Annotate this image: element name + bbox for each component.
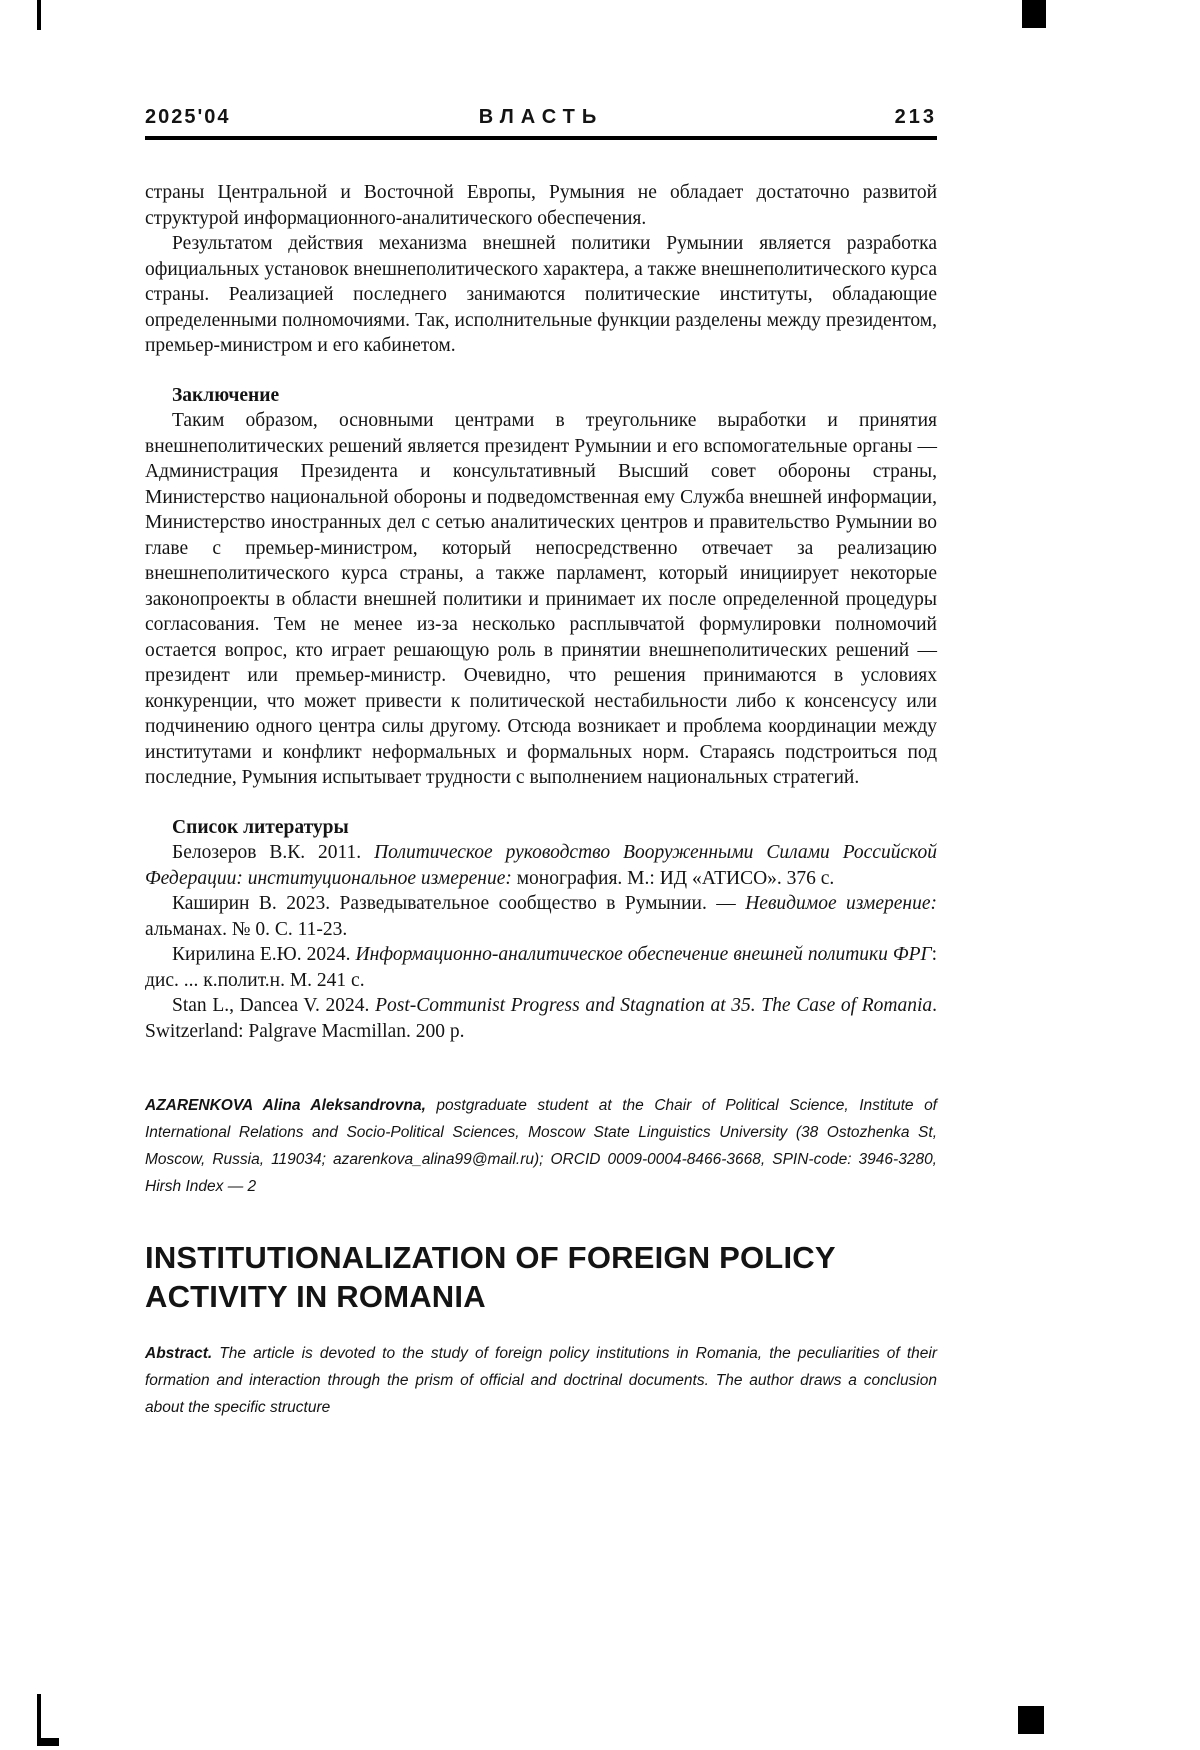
abstract-label: Abstract. xyxy=(145,1345,213,1362)
body-paragraph-continued: страны Центральной и Восточной Европы, Румыния не обладает достаточно развитой структурой информационного-аналитического обеспечения. xyxy=(145,182,937,229)
reference-authors-year: Кирилина Е.Ю. 2024. xyxy=(172,944,356,965)
reference-item xyxy=(145,840,937,891)
page-content xyxy=(145,106,937,1421)
author-details: postgraduate student at the Chair of Political Science, Institute of International Relations and Socio-Political Sciences, Moscow State Linguistics University (38 Ostozhenka St, Moscow, Russia, 119034; azarenkova_alina99@mail.ru); ORCID 0009-0004-8466-3668, SPIN-code: 3946-3280, Hirsh Index — 2 xyxy=(145,1097,937,1195)
reference-title: Невидимое измерение: xyxy=(745,893,937,914)
running-head xyxy=(145,106,937,129)
reference-item xyxy=(145,942,937,993)
reference-title: Информационно-аналитическое обеспечение внешней политики ФРГ xyxy=(355,944,932,965)
conclusion-paragraph: Таким образом, основными центрами в треугольнике выработки и принятия внешнеполитических решений является президент Румынии и его вспомогательные органы — Администрация Президента и консультативный Высший совет обороны страны, Министерство национальной обороны и подведомственная ему Служба внешней информации, Министерство иностранных дел с сетью аналитических центров и правительство Румынии во главе с премьер-министром, который непосредственно отвечает за реализацию внешнеполитического курса страны, а также парламент, который инициирует некоторые законопроекты в области внешней политики и принимает их после определенной процедуры согласования. Тем не менее из-за несколько расплывчатой формулировки полномочий остается вопрос, кто играет решающую роль в принятии внешнеполитических решений — президент или премьер-министр. Очевидно, что решения принимаются в условиях конкуренции, что может привести к политической нестабильности либо к консенсусу или подчинению одного центра силы другому. Отсюда возникает и проблема координации между институтами и конфликт неформальных и формальных норм. Стараясь подстроиться под последние, Румыния испытывает трудности с выполнением национальных стратегий. xyxy=(145,410,937,788)
reference-imprint: . Switzerland: Palgrave Macmillan. 200 p. xyxy=(145,995,937,1042)
header-rule xyxy=(145,136,937,140)
crop-mark-bottom-right xyxy=(1018,1706,1044,1734)
reference-title: Политическое руководство Вооруженными Силами Российской Федерации: институциональное измерение: xyxy=(145,842,937,889)
abstract xyxy=(145,1340,937,1421)
reference-authors-year: Каширин В. 2023. Разведывательное сообщество в Румынии. — xyxy=(172,893,746,914)
crop-mark-top-left xyxy=(37,0,41,30)
references-heading: Список литературы xyxy=(172,816,349,838)
crop-mark-top-right xyxy=(1022,0,1046,28)
abstract-text: The article is devoted to the study of foreign policy institutions in Romania, the peculiarities of their formation and interaction through the prism of official and doctrinal documents. The author draws a conclusion about the specific structure xyxy=(145,1345,937,1416)
page-number: 213 xyxy=(894,106,937,128)
reference-authors-year: Белозеров В.К. 2011. xyxy=(172,842,375,863)
reference-title: Post-Communist Progress and Stagnation at 35. The Case of Romania xyxy=(375,995,933,1016)
crop-mark-bottom-left-horizontal xyxy=(37,1738,59,1746)
reference-authors-year: Stan L., Dancea V. 2024. xyxy=(172,995,376,1016)
reference-imprint: монография. М.: ИД «АТИСО». 376 с. xyxy=(511,867,835,889)
journal-title: ВЛАСТЬ xyxy=(478,106,604,128)
reference-imprint: альманах. № 0. С. 11-23. xyxy=(145,918,348,940)
author-affiliation xyxy=(145,1092,937,1200)
body-paragraph-mechanism: Результатом действия механизма внешней политики Румынии является разработка официальных установок внешнеполитического характера, а также внешнеполитического курса страны. Реализацией последнего занимаются политические институты, обладающие определенными полномочиями. Так, исполнительные функции разделены между президентом, премьер-министром и его кабинетом. xyxy=(145,233,937,356)
author-name: AZARENKOVA Alina Aleksandrovna, xyxy=(145,1097,426,1114)
article-title-english: INSTITUTIONALIZATION OF FOREIGN POLICY ACTIVITY IN ROMANIA xyxy=(145,1240,836,1314)
reference-item xyxy=(145,993,937,1044)
issue-label: 2025'04 xyxy=(145,106,231,128)
reference-item xyxy=(145,891,937,942)
reference-imprint: : дис. ... к.полит.н. М. 241 с. xyxy=(145,944,938,991)
conclusion-heading: Заключение xyxy=(172,384,280,406)
